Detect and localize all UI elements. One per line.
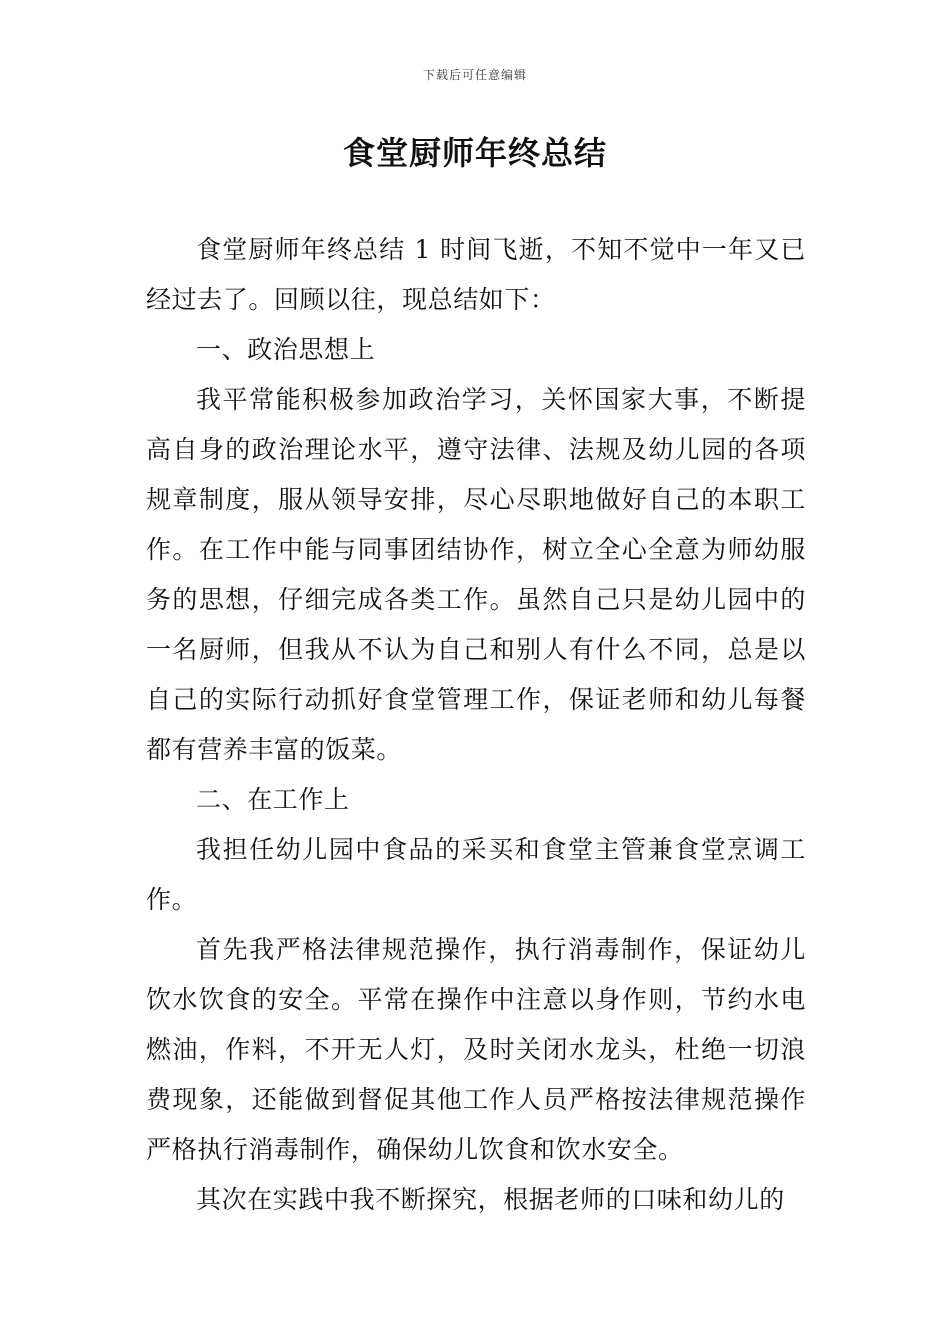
- paragraph-work-role: 我担任幼儿园中食品的采买和食堂主管兼食堂烹调工作。: [146, 835, 806, 914]
- document-title: 食堂厨师年终总结: [342, 134, 607, 172]
- section-heading-work: 二、在工作上: [196, 785, 350, 814]
- paragraph-intro: 食堂厨师年终总结 1 时间飞逝，不知不觉中一年又已经过去了。回顾以往，现总结如下：: [146, 235, 806, 314]
- section-heading-political: 一、政治思想上: [196, 335, 376, 364]
- paragraph-work-research: 其次在实践中我不断探究，根据老师的口味和幼儿的: [196, 1185, 785, 1214]
- paragraph-political: 我平常能积极参加政治学习，关怀国家大事，不断提高自身的政治理论水平，遵守法律、法规及幼儿园的各项规章制度，服从领导安排，尽心尽职地做好自己的本职工作。在工作中能与同事团结协作，树立全心全意为师幼服务的思想，仔细完成各类工作。虽然自己只是幼儿园中的一名厨师，但我从不认为自己和别人有什么不同，总是以自己的实际行动抓好食堂管理工作，保证老师和幼儿每餐都有营养丰富的饭菜。: [146, 385, 806, 764]
- document-body: [146, 225, 806, 1225]
- header-note: 下载后可任意编辑: [422, 68, 527, 82]
- paragraph-work-safety: 首先我严格法律规范操作，执行消毒制作，保证幼儿饮水饮食的安全。平常在操作中注意以身作则，节约水电燃油，作料，不开无人灯，及时关闭水龙头，杜绝一切浪费现象，还能做到督促其他工作人员严格按法律规范操作严格执行消毒制作，确保幼儿饮食和饮水安全。: [146, 935, 806, 1164]
